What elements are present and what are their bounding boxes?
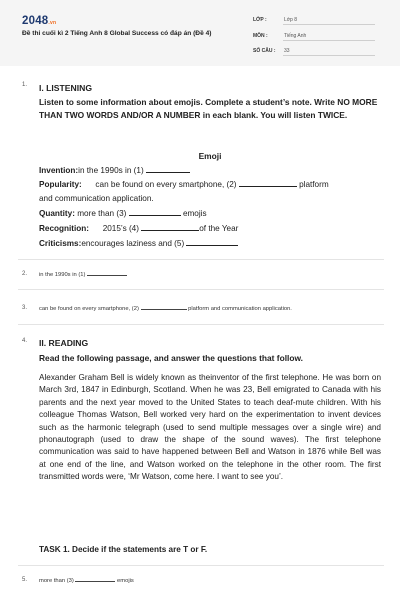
site-logo[interactable]: 2048.vn	[22, 15, 57, 27]
recognition-label: Recognition:	[39, 224, 90, 233]
question-number: 1.	[22, 82, 28, 88]
quantity-text: more than (3)	[77, 209, 127, 218]
exam-header	[0, 0, 400, 66]
question-3-end: platform and communication application.	[188, 306, 292, 312]
criticisms-text: encourages laziness and (5)	[81, 239, 185, 248]
popularity-text: can be found on every smartphone, (2)	[95, 180, 237, 189]
divider	[18, 565, 384, 566]
recognition-text: 2015’s (4)	[102, 224, 139, 233]
question-3-prompt: can be found on every smartphone, (2)	[39, 306, 139, 312]
meta-subject-value: Tiếng Anh	[283, 33, 375, 41]
answer-blank-5[interactable]	[75, 577, 115, 582]
popularity-label: Popularity:	[39, 180, 82, 189]
exam-title: Đề thi cuối kì 2 Tiếng Anh 8 Global Success có đáp án (Đề 4)	[22, 30, 212, 37]
answer-blank-2[interactable]	[87, 271, 127, 276]
popularity-end: platform	[299, 180, 329, 189]
meta-subject-label: MÔN :	[253, 33, 268, 39]
quantity-label: Quantity:	[39, 209, 75, 218]
section-title-listening: I. LISTENING	[39, 83, 92, 93]
question-number: 2.	[22, 271, 28, 277]
listening-instruction: Listen to some information about emojis. Complete a student’s note. Write NO MORE THAN TWO WORDS AND/OR A NUMBER in each blank. You will listen TWICE.	[39, 97, 378, 120]
question-5-text	[39, 577, 134, 584]
note-popularity	[39, 178, 384, 191]
question-2-text	[39, 271, 127, 278]
note-invention	[39, 164, 384, 177]
meta-question-count	[253, 48, 373, 58]
divider	[18, 324, 384, 325]
question-3-text	[39, 305, 292, 312]
note-recognition	[39, 222, 384, 235]
blank-4[interactable]	[141, 223, 199, 231]
recognition-end: of the Year	[199, 224, 239, 233]
reading-passage: Alexander Graham Bell is widely known as theinventor of the first telephone. He was born on March 3rd, 1847 in Edinburgh, Scotland. When he was 23, Bell emigrated to Canada with his parents and the next year moved to the United States to teach deaf-mute children. With his colleague Thomas Watson, Bell worked very hard on the experimentation to invent devices such as the harmonic telegraph (used to send multiple messages over a single wire) and phonautograph (used to draw the shape of the sound waves). The first telephone communication was said to have happened between Bell and Watson in 1876 while Bell was at one end of the line, and Watson worked on the telephone in the other room. The first transmitted words were, ‘Mr Watson, come here. I want to see you’.	[39, 373, 381, 482]
meta-count-value: 33	[283, 48, 375, 56]
blank-3[interactable]	[129, 208, 181, 216]
invention-label: Invention:	[39, 166, 79, 175]
divider	[18, 289, 384, 290]
question-number: 4.	[22, 338, 28, 344]
note-quantity	[39, 207, 384, 220]
reading-instruction: Read the following passage, and answer the questions that follow.	[39, 353, 304, 363]
meta-class-value: Lớp 8	[283, 17, 375, 25]
answer-blank-3[interactable]	[141, 305, 187, 310]
invention-text: in the 1990s in (1)	[78, 166, 144, 175]
question-2-prompt: in the 1990s in (1)	[39, 272, 86, 278]
section-title-reading: II. READING	[39, 338, 89, 348]
blank-1[interactable]	[146, 165, 190, 173]
question-number: 5.	[22, 577, 28, 583]
meta-class-label: LỚP :	[253, 17, 267, 23]
note-popularity-cont: and communication application.	[39, 194, 154, 203]
question-number: 3.	[22, 305, 28, 311]
task-1-title: TASK 1. Decide if the statements are T or F.	[39, 545, 208, 554]
quantity-end: emojis	[182, 209, 207, 218]
meta-count-label: SỐ CÂU :	[253, 48, 276, 54]
blank-5[interactable]	[186, 238, 238, 246]
criticisms-label: Criticisms:	[39, 239, 82, 248]
question-5-prompt: more than (3)	[39, 578, 74, 584]
question-5-end: emojis	[117, 578, 134, 584]
note-criticisms	[39, 237, 384, 250]
meta-class	[253, 17, 373, 27]
meta-subject	[253, 33, 373, 43]
divider	[18, 259, 384, 260]
note-title: Emoji	[198, 151, 222, 161]
blank-2[interactable]	[239, 179, 297, 187]
